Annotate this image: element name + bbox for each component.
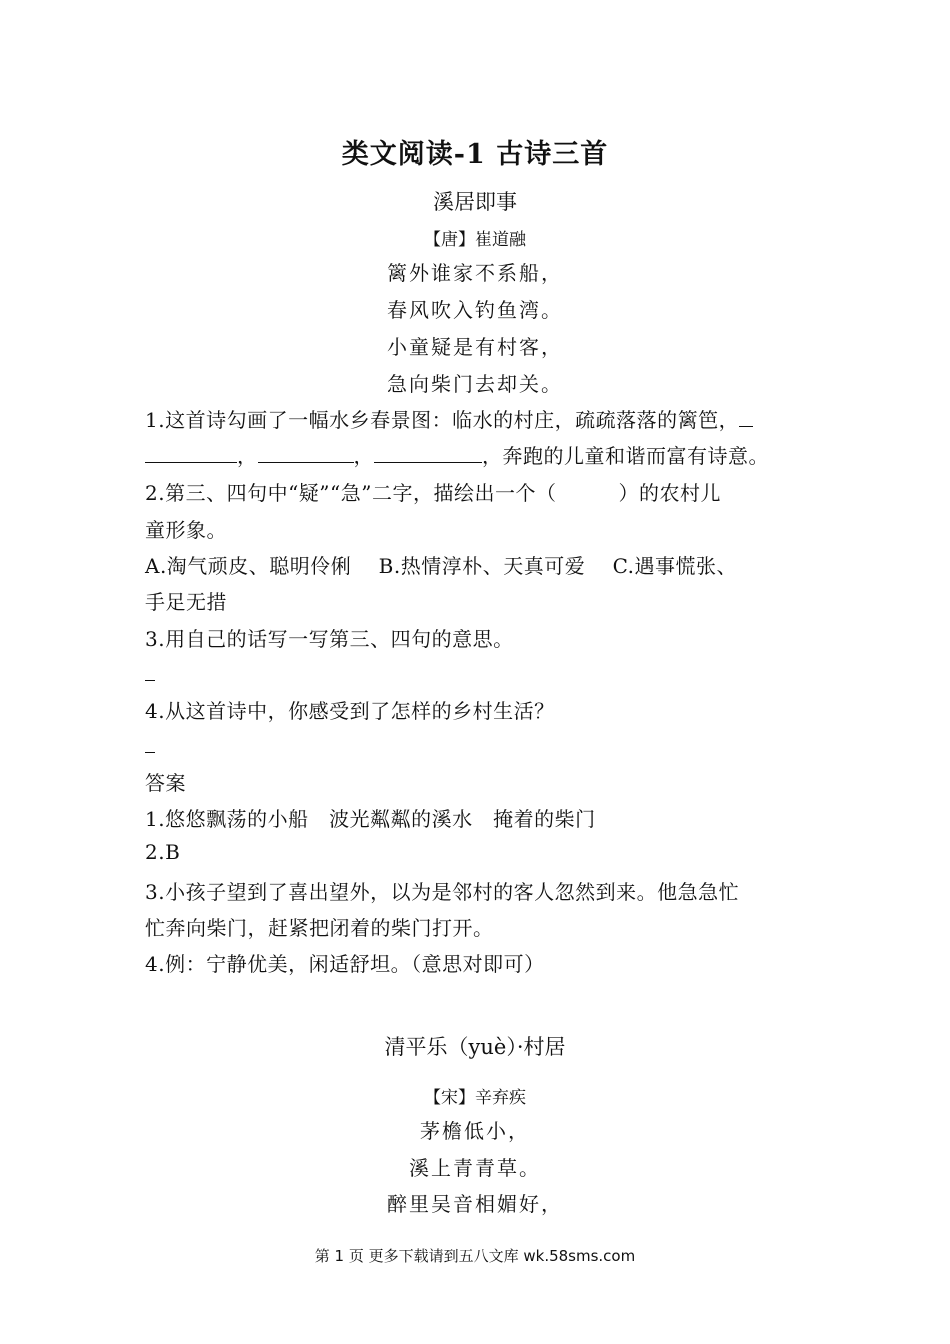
answer-3: 3.小孩子望到了喜出望外，以为是邻村的客人忽然到来。他急急忙 bbox=[145, 880, 740, 904]
poem1-title: 溪居即事 bbox=[433, 190, 517, 214]
poem1-line: 篱外谁家不系船， bbox=[387, 261, 563, 285]
question-2-cont: 童形象。 bbox=[145, 518, 227, 542]
answer-blank[interactable] bbox=[145, 442, 237, 463]
page-footer: 第 1 页 更多下载请到五八文库 wk.58sms.com bbox=[314, 1247, 636, 1265]
answer-line[interactable] bbox=[145, 752, 155, 753]
question-4: 4.从这首诗中，你感受到了怎样的乡村生活？ bbox=[145, 699, 555, 723]
answer-blank[interactable] bbox=[739, 406, 753, 427]
poem2-line: 茅檐低小， bbox=[420, 1119, 530, 1143]
poem1-line: 急向柴门去却关。 bbox=[387, 372, 563, 396]
answers-heading: 答案 bbox=[145, 771, 186, 795]
question-1 bbox=[145, 404, 753, 433]
separator: ， bbox=[353, 444, 374, 468]
page-title: 类文阅读-1 古诗三首 bbox=[341, 139, 609, 170]
question-2-options-cont: 手足无措 bbox=[145, 590, 227, 614]
question-2 bbox=[145, 477, 721, 506]
poem2-author: 【宋】辛弃疾 bbox=[424, 1088, 526, 1108]
question-2-text: 2.第三、四句中“疑”“急”二字，描绘出一个（ bbox=[145, 481, 557, 505]
answer-4: 4.例：宁静优美，闲适舒坦。（意思对即可） bbox=[145, 952, 545, 976]
question-2-options: A.淘气顽皮、聪明伶俐 B.热情淳朴、天真可爱 C.遇事慌张、 bbox=[145, 554, 738, 578]
poem1-line: 小童疑是有村客， bbox=[387, 335, 563, 359]
answer-1: 1.悠悠飘荡的小船 波光粼粼的溪水 掩着的柴门 bbox=[145, 807, 596, 831]
answer-line[interactable] bbox=[145, 680, 155, 681]
poem1-line: 春风吹入钓鱼湾。 bbox=[387, 298, 563, 322]
question-2-text-end: ）的农村儿 bbox=[618, 481, 721, 505]
question-1-text: 1.这首诗勾画了一幅水乡春景图：临水的村庄，疏疏落落的篱笆， bbox=[145, 408, 740, 432]
answer-blank[interactable] bbox=[374, 442, 482, 463]
question-3: 3.用自己的话写一写第三、四句的意思。 bbox=[145, 627, 514, 651]
separator: ， bbox=[237, 444, 258, 468]
poem2-line: 醉里吴音相媚好， bbox=[387, 1192, 563, 1216]
answer-2: 2.B bbox=[145, 840, 181, 864]
poem2-title: 清平乐（yuè）·村居 bbox=[384, 1035, 566, 1059]
question-1-end: ，奔跑的儿童和谐而富有诗意。 bbox=[482, 444, 769, 468]
answer-3-cont: 忙奔向柴门，赶紧把闭着的柴门打开。 bbox=[145, 916, 494, 940]
poem2-line: 溪上青青草。 bbox=[409, 1156, 541, 1180]
answer-blank[interactable] bbox=[258, 442, 354, 463]
poem1-author: 【唐】崔道融 bbox=[424, 230, 526, 250]
question-1-cont bbox=[145, 440, 769, 469]
